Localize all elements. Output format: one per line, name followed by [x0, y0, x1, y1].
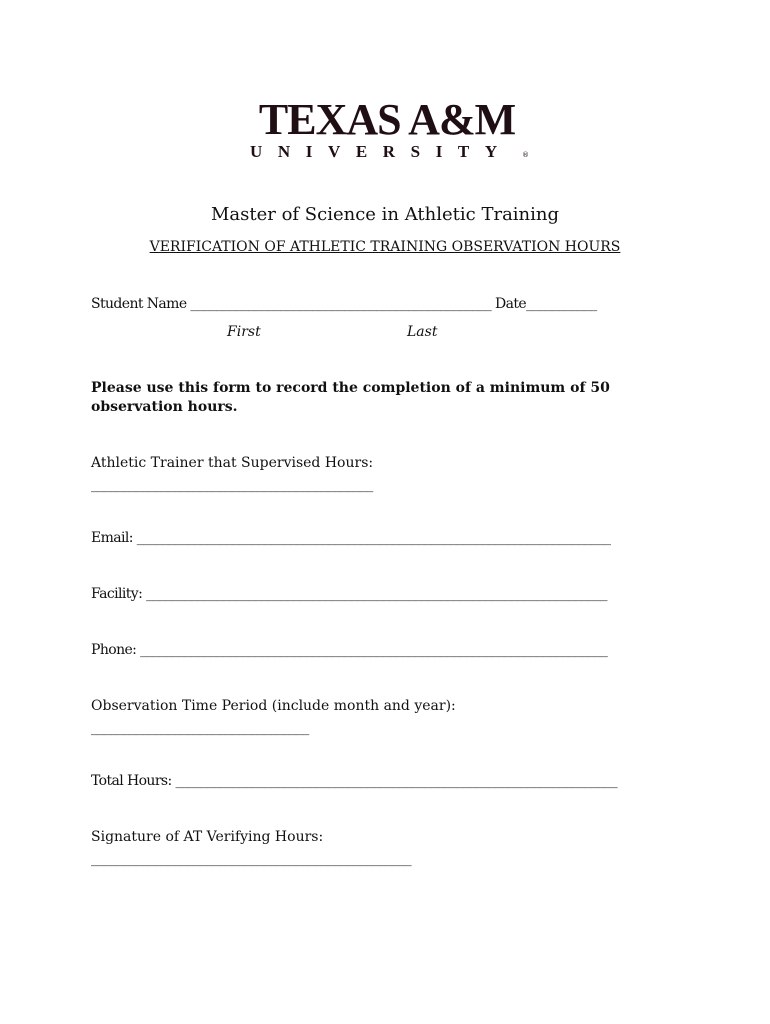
period-label: Observation Time Period (include month and year): [91, 698, 456, 714]
phone-field[interactable]: Phone: _________________________________________________________________________ [91, 642, 608, 658]
email-field[interactable]: Email: __________________________________________________________________________ [91, 530, 611, 546]
signature-field[interactable]: __________________________________________________ [91, 851, 412, 867]
signature-label: Signature of AT Verifying Hours: [91, 829, 324, 845]
trainer-label: Athletic Trainer that Supervised Hours: [91, 455, 374, 471]
instructions-line-1: Please use this form to record the completion of a minimum of 50 [91, 380, 610, 396]
instructions-line-2: observation hours. [91, 399, 238, 415]
first-name-caption: First [227, 324, 261, 340]
period-field[interactable]: __________________________________ [91, 720, 309, 736]
logo-subtitle: UNIVERSITY [250, 142, 513, 161]
last-name-caption: Last [407, 324, 438, 340]
university-logo [0, 95, 770, 168]
student-name-date-field[interactable]: Student Name _______________________________________________ Date___________ [91, 296, 597, 312]
page-subtitle: VERIFICATION OF ATHLETIC TRAINING OBSERVATION HOURS [149, 239, 621, 255]
facility-field[interactable]: Facility: ________________________________________________________________________ [91, 586, 607, 602]
trainer-field[interactable]: ____________________________________________ [91, 477, 373, 493]
registered-mark: ® [522, 151, 529, 159]
total-hours-field[interactable]: Total Hours: _____________________________________________________________________ [91, 773, 618, 789]
logo-wordmark: TEXAS A&M [258, 95, 516, 144]
page-title: Master of Science in Athletic Training [210, 204, 560, 225]
